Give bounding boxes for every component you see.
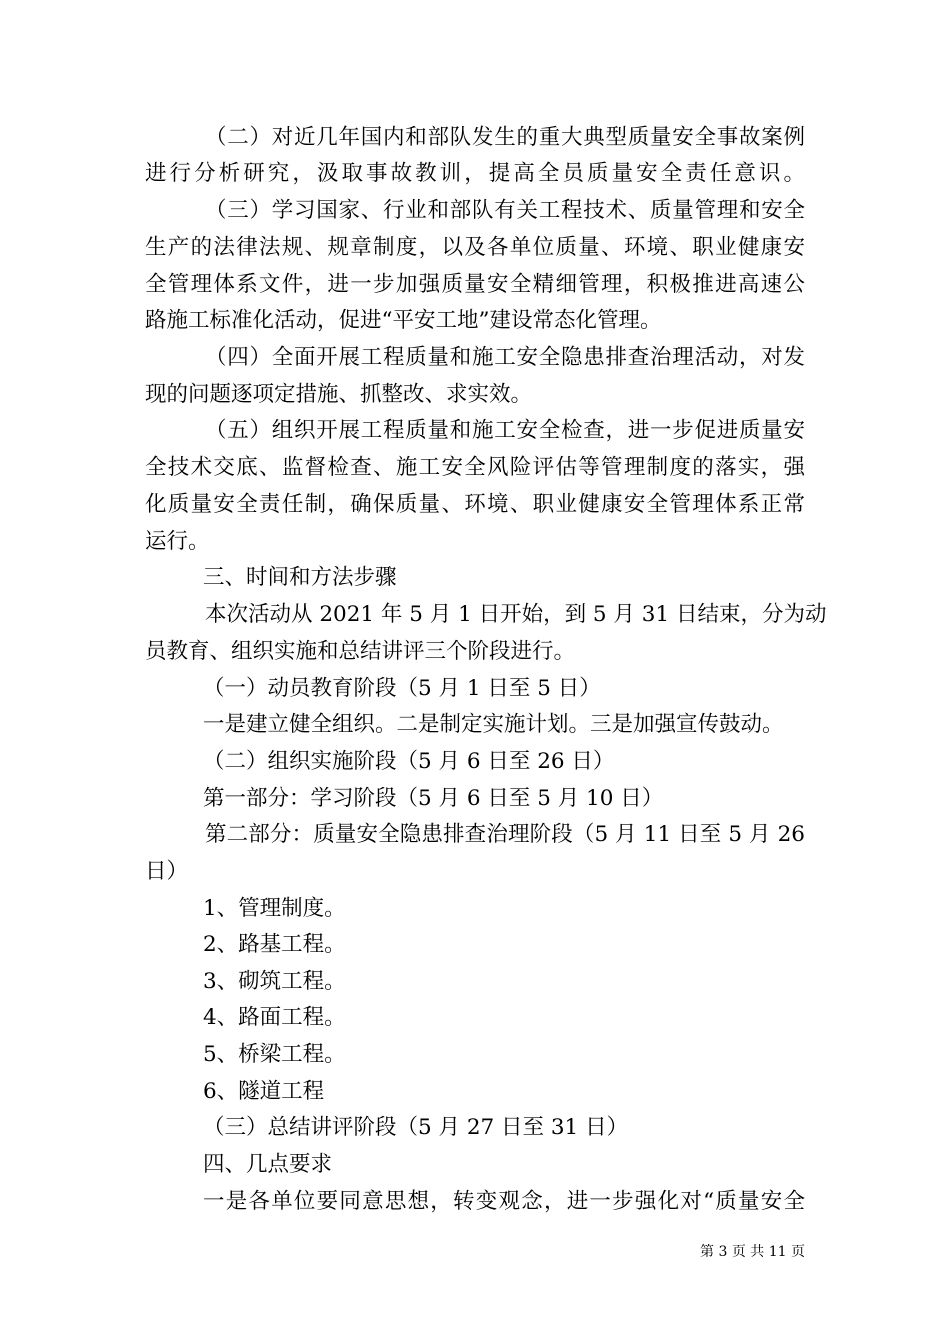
page-footer: 第 3 页 共 11 页 xyxy=(700,1244,805,1260)
list-item: 2、路基工程。 xyxy=(203,932,346,957)
list-item: 1、管理制度。 xyxy=(203,896,346,921)
paragraph-line: （二）对近几年国内和部队发生的重大典型质量安全事故案例 xyxy=(205,125,805,150)
list-item: 5、桥梁工程。 xyxy=(203,1042,346,1067)
paragraph-line: 运行。 xyxy=(145,529,210,554)
paragraph-line: 化质量安全责任制，确保质量、环境、职业健康安全管理体系正常 xyxy=(145,492,805,517)
list-item: 4、路面工程。 xyxy=(203,1005,346,1030)
section-heading: 三、时间和方法步骤 xyxy=(203,565,397,590)
paragraph-line: 全技术交底、监督检查、施工安全风险评估等管理制度的落实，强 xyxy=(145,455,805,480)
paragraph-line: （四）全面开展工程质量和施工安全隐患排查治理活动，对发 xyxy=(205,345,805,370)
paragraph-line: 进行分析研究，汲取事故教训，提高全员质量安全责任意识。 xyxy=(145,161,805,186)
paragraph-line: 一是建立健全组织。二是制定实施计划。三是加强宣传鼓动。 xyxy=(203,712,784,737)
paragraph-line: （三）学习国家、行业和部队有关工程技术、质量管理和安全 xyxy=(205,198,805,223)
paragraph-line: 员教育、组织实施和总结讲评三个阶段进行。 xyxy=(145,639,576,664)
paragraph-line: （五）组织开展工程质量和施工安全检查，进一步促进质量安 xyxy=(205,418,805,443)
paragraph-line: 日） xyxy=(145,859,189,884)
paragraph-line: 路施工标准化活动，促进“平安工地”建设常态化管理。 xyxy=(145,308,662,333)
section-heading: 四、几点要求 xyxy=(203,1152,333,1177)
paragraph-line: 一是各单位要同意思想，转变观念，进一步强化对“质量安全 xyxy=(203,1189,805,1214)
subsection-heading: （二）组织实施阶段（5 月 6 日至 26 日） xyxy=(203,749,615,774)
list-item: 6、隧道工程 xyxy=(203,1079,325,1104)
subsection-heading: （三）总结讲评阶段（5 月 27 日至 31 日） xyxy=(203,1115,629,1140)
paragraph-line: 生产的法律法规、规章制度，以及各单位质量、环境、职业健康安 xyxy=(145,235,805,260)
paragraph-line: 第一部分：学习阶段（5 月 6 日至 5 月 10 日） xyxy=(203,786,664,811)
paragraph-line: 本次活动从 2021 年 5 月 1 日开始，到 5 月 31 日结束，分为动 xyxy=(205,602,827,627)
list-item: 3、砌筑工程。 xyxy=(203,969,346,994)
paragraph-line: 现的问题逐项定措施、抓整改、求实效。 xyxy=(145,382,533,407)
subsection-heading: （一）动员教育阶段（5 月 1 日至 5 日） xyxy=(203,676,601,701)
paragraph-line: 第二部分：质量安全隐患排查治理阶段（5 月 11 日至 5 月 26 xyxy=(205,822,805,847)
paragraph-line: 全管理体系文件，进一步加强质量安全精细管理，积极推进高速公 xyxy=(145,272,805,297)
